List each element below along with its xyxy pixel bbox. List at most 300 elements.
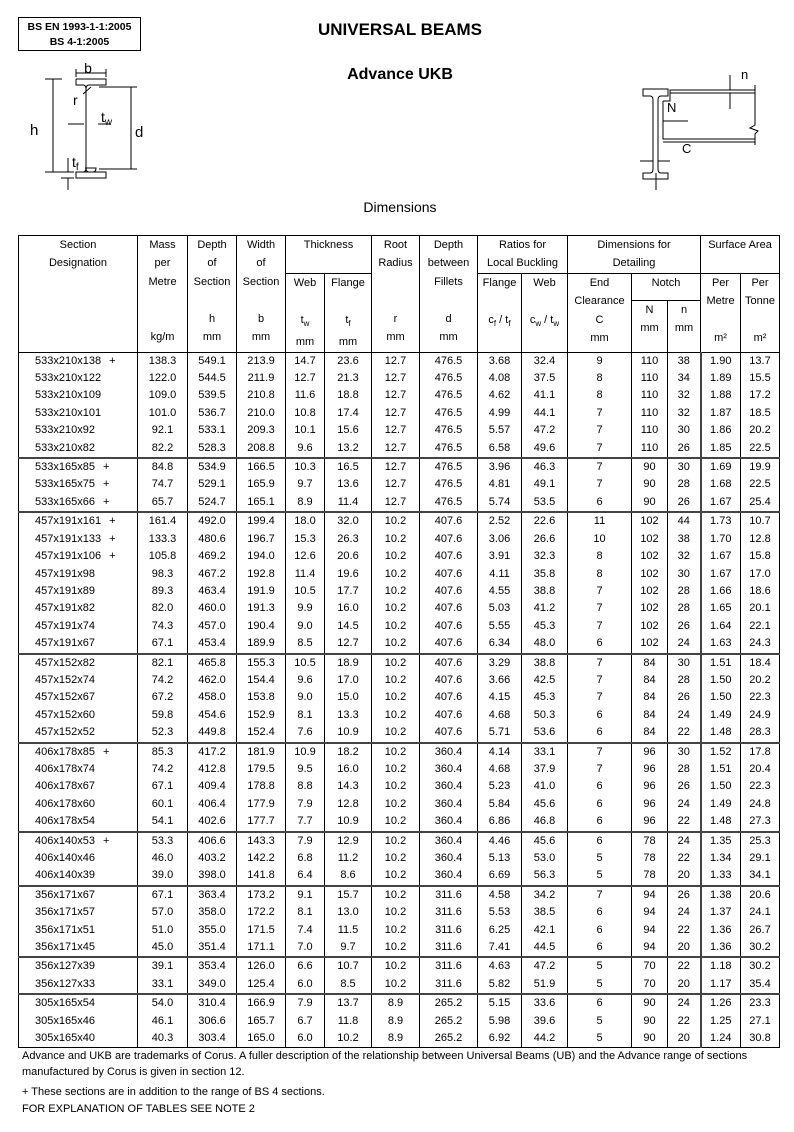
table-row [19,422,780,439]
cell-mass: 67.1 [138,635,188,653]
cell-depth-d: 407.6 [420,672,478,689]
cell-notch-n: 24 [668,796,701,813]
cell-end-clearance-C: 7 [568,422,632,439]
cell-notch-n: 26 [668,440,701,458]
header-notch-N: N mm [632,300,668,352]
cell-web-tw: 10.1 [286,422,325,439]
cell-web-tw: 10.3 [286,458,325,476]
cell-notch-n: 24 [668,904,701,921]
cell-area-per-tonne: 20.1 [741,600,780,617]
cell-area-per-tonne: 34.1 [741,867,780,885]
cell-notch-N: 102 [632,548,668,565]
cell-mass: 92.1 [138,422,188,439]
cell-ratio-flange: 4.68 [478,761,522,778]
cell-notch-n: 20 [668,939,701,957]
cell-notch-N: 96 [632,761,668,778]
table-row [19,761,780,778]
cell-depth-h: 528.3 [188,440,237,458]
table-row [19,672,780,689]
cell-area-per-metre: 1.48 [701,813,741,831]
dim-h-label: h [30,122,39,139]
cell-ratio-web: 38.8 [522,654,568,672]
table-row [19,566,780,583]
header-web-thickness: Web $t_w$ mm [286,273,325,352]
cell-notch-N: 110 [632,440,668,458]
cell-width-b: 189.9 [237,635,286,653]
plus-marker: + [109,354,116,367]
cell-mass: 85.3 [138,743,188,761]
designation-text: 356x171x67 [35,888,95,901]
cell-width-b: 165.7 [237,1013,286,1030]
cell-notch-N: 84 [632,654,668,672]
table-row [19,957,780,975]
cell-area-per-tonne: 19.9 [741,458,780,476]
cell-width-b: 179.5 [237,761,286,778]
cell-end-clearance-C: 7 [568,600,632,617]
cell-root-r: 10.2 [372,813,420,831]
cell-designation [19,531,138,548]
cell-ratio-web: 33.6 [522,994,568,1012]
standard-line-1: BS EN 1993-1-1:2005 [27,21,132,33]
table-row [19,976,780,994]
cell-mass: 101.0 [138,405,188,422]
cell-width-b: 126.0 [237,957,286,975]
designation-text: 533x210x109 [35,389,102,402]
cell-ratio-flange: 3.66 [478,672,522,689]
cell-web-tw: 14.7 [286,352,325,370]
cell-notch-N: 96 [632,778,668,795]
cell-web-tw: 18.0 [286,512,325,530]
cell-mass: 89.3 [138,583,188,600]
cell-depth-h: 403.2 [188,850,237,867]
cell-ratio-web: 49.6 [522,440,568,458]
cell-mass: 122.0 [138,370,188,387]
cell-area-per-tonne: 25.3 [741,832,780,850]
cell-notch-n: 28 [668,583,701,600]
table-row [19,405,780,422]
header-ratio-web: Web $c_w / t_w$ [522,273,568,352]
cell-area-per-tonne: 28.3 [741,724,780,742]
table-row [19,707,780,724]
cell-mass: 82.2 [138,440,188,458]
cell-notch-N: 102 [632,618,668,635]
cell-depth-d: 476.5 [420,422,478,439]
table-row [19,922,780,939]
cell-depth-d: 265.2 [420,1013,478,1030]
cell-depth-d: 476.5 [420,370,478,387]
cell-width-b: 125.4 [237,976,286,994]
cell-area-per-tonne: 20.2 [741,422,780,439]
cell-root-r: 10.2 [372,867,420,885]
cell-mass: 74.2 [138,761,188,778]
cell-ratio-flange: 6.25 [478,922,522,939]
cell-area-per-tonne: 22.1 [741,618,780,635]
cell-notch-N: 102 [632,512,668,530]
cell-width-b: 177.7 [237,813,286,831]
cell-web-tw: 9.1 [286,886,325,904]
cell-end-clearance-C: 6 [568,778,632,795]
cell-ratio-flange: 5.84 [478,796,522,813]
cell-end-clearance-C: 8 [568,566,632,583]
designation-text: 356x171x57 [35,906,95,919]
designation-text: 356x171x45 [35,941,95,954]
cell-root-r: 12.7 [372,370,420,387]
cell-notch-N: 84 [632,689,668,706]
cell-depth-d: 476.5 [420,476,478,493]
cell-width-b: 165.1 [237,494,286,512]
cell-ratio-web: 47.2 [522,422,568,439]
cell-root-r: 10.2 [372,761,420,778]
cell-end-clearance-C: 7 [568,440,632,458]
cell-flange-tf: 17.7 [325,583,372,600]
cell-designation [19,850,138,867]
cell-width-b: 199.4 [237,512,286,530]
cell-ratio-flange: 5.71 [478,724,522,742]
cell-root-r: 8.9 [372,1030,420,1048]
cell-notch-n: 32 [668,387,701,404]
cell-ratio-web: 45.3 [522,689,568,706]
cell-notch-n: 30 [668,458,701,476]
cell-area-per-tonne: 17.2 [741,387,780,404]
cell-depth-h: 454.6 [188,707,237,724]
cell-depth-d: 407.6 [420,724,478,742]
cell-area-per-metre: 1.51 [701,761,741,778]
cell-mass: 54.0 [138,994,188,1012]
cell-width-b: 194.0 [237,548,286,565]
cell-area-per-tonne: 18.6 [741,583,780,600]
cell-ratio-web: 45.3 [522,618,568,635]
cell-depth-d: 407.6 [420,635,478,653]
cell-notch-N: 84 [632,724,668,742]
cell-mass: 67.1 [138,778,188,795]
cell-designation [19,440,138,458]
cell-end-clearance-C: 6 [568,904,632,921]
cell-web-tw: 7.0 [286,939,325,957]
cell-area-per-metre: 1.24 [701,1030,741,1048]
cell-area-per-metre: 1.69 [701,458,741,476]
cell-ratio-web: 47.2 [522,957,568,975]
cell-area-per-metre: 1.49 [701,707,741,724]
cell-width-b: 154.4 [237,672,286,689]
cell-mass: 82.0 [138,600,188,617]
designation-text: 457x152x60 [35,708,95,721]
cell-flange-tf: 32.0 [325,512,372,530]
cell-web-tw: 6.0 [286,976,325,994]
cell-depth-d: 311.6 [420,939,478,957]
cell-designation [19,512,138,530]
cell-depth-d: 407.6 [420,566,478,583]
cell-ratio-flange: 4.99 [478,405,522,422]
cell-web-tw: 7.6 [286,724,325,742]
cell-notch-n: 22 [668,922,701,939]
cell-web-tw: 6.4 [286,867,325,885]
cell-width-b: 190.4 [237,618,286,635]
cell-width-b: 141.8 [237,867,286,885]
header-mass: Mass per Metre kg/m [138,236,188,353]
cell-depth-d: 360.4 [420,796,478,813]
cell-end-clearance-C: 5 [568,1013,632,1030]
cell-notch-n: 32 [668,405,701,422]
cell-web-tw: 6.8 [286,850,325,867]
cell-width-b: 181.9 [237,743,286,761]
cell-width-b: 209.3 [237,422,286,439]
cell-flange-tf: 17.4 [325,405,372,422]
cell-flange-tf: 10.2 [325,1030,372,1048]
cell-ratio-web: 32.3 [522,548,568,565]
cell-area-per-metre: 1.49 [701,796,741,813]
cell-notch-N: 90 [632,476,668,493]
cell-depth-h: 363.4 [188,886,237,904]
cell-depth-h: 524.7 [188,494,237,512]
table-row [19,635,780,653]
cell-mass: 51.0 [138,922,188,939]
cell-width-b: 210.8 [237,387,286,404]
cell-notch-N: 110 [632,405,668,422]
cell-designation [19,922,138,939]
designation-text: 406x140x53 [35,834,95,847]
cell-root-r: 12.7 [372,422,420,439]
cell-notch-n: 26 [668,618,701,635]
cell-notch-N: 78 [632,832,668,850]
cell-root-r: 12.7 [372,440,420,458]
table-row [19,724,780,742]
cell-ratio-web: 26.6 [522,531,568,548]
cell-designation [19,494,138,512]
cell-ratio-web: 37.5 [522,370,568,387]
cell-web-tw: 6.6 [286,957,325,975]
cell-width-b: 211.9 [237,370,286,387]
cell-web-tw: 10.9 [286,743,325,761]
cell-area-per-metre: 1.50 [701,689,741,706]
cell-area-per-metre: 1.68 [701,476,741,493]
cell-end-clearance-C: 6 [568,813,632,831]
cell-notch-N: 94 [632,922,668,939]
cell-depth-h: 353.4 [188,957,237,975]
notch-detail-diagram [630,65,780,190]
notch-N-label: N [667,100,677,115]
table-row [19,494,780,512]
cell-notch-n: 22 [668,850,701,867]
table-row [19,813,780,831]
cell-notch-N: 78 [632,850,668,867]
cell-depth-d: 360.4 [420,778,478,795]
designation-text: 305x165x40 [35,1032,95,1045]
header-ratio-flange: Flange $c_f / t_f$ [478,273,522,352]
table-header [19,236,780,353]
cell-area-per-metre: 1.48 [701,724,741,742]
designation-text: 406x178x85 [35,745,95,758]
cell-mass: 67.2 [138,689,188,706]
cell-depth-d: 407.6 [420,618,478,635]
cell-web-tw: 12.7 [286,370,325,387]
cell-web-tw: 9.0 [286,618,325,635]
dimensions-table [18,235,780,1048]
plus-marker: + [109,515,116,528]
cell-root-r: 10.2 [372,512,420,530]
header-flange-thickness: Flange $t_f$ mm [325,273,372,352]
cell-ratio-web: 38.8 [522,583,568,600]
cell-area-per-tonne: 24.9 [741,707,780,724]
cell-root-r: 10.2 [372,566,420,583]
cell-depth-h: 457.0 [188,618,237,635]
cell-area-per-metre: 1.88 [701,387,741,404]
cell-flange-tf: 18.9 [325,654,372,672]
cell-notch-N: 96 [632,796,668,813]
cell-area-per-metre: 1.17 [701,976,741,994]
cell-web-tw: 9.6 [286,440,325,458]
cell-area-per-tonne: 18.5 [741,405,780,422]
cell-area-per-metre: 1.63 [701,635,741,653]
header-surface-area: Surface Area [701,236,780,274]
cell-depth-d: 311.6 [420,904,478,921]
cell-root-r: 10.2 [372,689,420,706]
cell-designation [19,566,138,583]
cell-width-b: 142.2 [237,850,286,867]
cell-designation [19,724,138,742]
cell-root-r: 12.7 [372,476,420,493]
cell-area-per-metre: 1.64 [701,618,741,635]
cell-depth-d: 265.2 [420,994,478,1012]
trademark-note: Advance and UKB are trademarks of Corus. A fuller description of the relationship between Universal Beams (UB) and the Advance range of sections manufactured by Corus is given in section 12. [22,1050,748,1078]
cell-ratio-web: 45.6 [522,832,568,850]
cell-depth-h: 306.6 [188,1013,237,1030]
cell-flange-tf: 15.7 [325,886,372,904]
cell-end-clearance-C: 6 [568,635,632,653]
designation-text: 305x165x54 [35,997,95,1010]
cell-mass: 109.0 [138,387,188,404]
cell-web-tw: 8.1 [286,707,325,724]
cell-notch-n: 24 [668,832,701,850]
cell-mass: 52.3 [138,724,188,742]
cell-ratio-flange: 5.13 [478,850,522,867]
cell-end-clearance-C: 5 [568,1030,632,1048]
designation-text: 457x191x133 [35,532,102,545]
cell-ratio-flange: 4.58 [478,886,522,904]
cell-mass: 74.7 [138,476,188,493]
cell-end-clearance-C: 5 [568,976,632,994]
cell-depth-h: 458.0 [188,689,237,706]
designation-text: 356x171x51 [35,923,95,936]
cell-depth-d: 265.2 [420,1030,478,1048]
cell-depth-d: 407.6 [420,548,478,565]
cell-root-r: 10.2 [372,583,420,600]
cell-ratio-flange: 4.15 [478,689,522,706]
table-row [19,689,780,706]
cell-area-per-tonne: 22.5 [741,440,780,458]
cell-depth-h: 549.1 [188,352,237,370]
cell-ratio-flange: 6.69 [478,867,522,885]
cell-web-tw: 9.6 [286,672,325,689]
designation-text: 457x152x82 [35,656,95,669]
cell-mass: 74.3 [138,618,188,635]
cell-mass: 82.1 [138,654,188,672]
cell-designation [19,548,138,565]
cell-ratio-flange: 5.53 [478,904,522,921]
cell-ratio-web: 41.2 [522,600,568,617]
cell-flange-tf: 13.7 [325,994,372,1012]
cell-web-tw: 8.9 [286,494,325,512]
cell-depth-h: 406.6 [188,832,237,850]
cell-web-tw: 7.9 [286,832,325,850]
cell-end-clearance-C: 8 [568,548,632,565]
table-row [19,512,780,530]
cell-ratio-flange: 5.55 [478,618,522,635]
cell-designation [19,405,138,422]
cell-flange-tf: 13.2 [325,440,372,458]
cell-notch-n: 24 [668,707,701,724]
cell-root-r: 10.2 [372,976,420,994]
cell-depth-h: 417.2 [188,743,237,761]
cell-area-per-tonne: 15.8 [741,548,780,565]
cell-mass: 40.3 [138,1030,188,1048]
cell-notch-n: 26 [668,494,701,512]
cell-notch-n: 22 [668,813,701,831]
cell-width-b: 191.9 [237,583,286,600]
cell-web-tw: 7.9 [286,796,325,813]
cell-ratio-web: 53.6 [522,724,568,742]
cell-designation [19,976,138,994]
cell-root-r: 10.2 [372,939,420,957]
cell-depth-d: 476.5 [420,387,478,404]
designation-text: 533x165x85 [35,461,95,474]
cell-area-per-metre: 1.50 [701,672,741,689]
cell-web-tw: 7.7 [286,813,325,831]
cell-ratio-flange: 4.46 [478,832,522,850]
cell-width-b: 191.3 [237,600,286,617]
cell-designation [19,743,138,761]
cell-web-tw: 8.5 [286,635,325,653]
cell-designation [19,422,138,439]
cell-ratio-flange: 6.58 [478,440,522,458]
cell-ratio-web: 34.2 [522,886,568,904]
cell-root-r: 8.9 [372,1013,420,1030]
cell-notch-N: 96 [632,813,668,831]
cell-notch-N: 110 [632,387,668,404]
cell-area-per-metre: 1.66 [701,583,741,600]
cell-flange-tf: 11.4 [325,494,372,512]
table-row [19,796,780,813]
cell-mass: 98.3 [138,566,188,583]
designation-text: 533x165x75 [35,478,95,491]
beam-section-diagram [25,60,165,200]
cell-mass: 33.1 [138,976,188,994]
cell-notch-n: 22 [668,1013,701,1030]
cell-web-tw: 6.7 [286,1013,325,1030]
cell-depth-d: 476.5 [420,440,478,458]
standard-line-2: BS 4-1:2005 [49,36,110,48]
cell-ratio-web: 38.5 [522,904,568,921]
cell-area-per-metre: 1.34 [701,850,741,867]
cell-ratio-flange: 5.74 [478,494,522,512]
cell-flange-tf: 17.0 [325,672,372,689]
cell-area-per-metre: 1.25 [701,1013,741,1030]
cell-notch-N: 102 [632,583,668,600]
designation-text: 457x191x161 [35,515,102,528]
cell-area-per-metre: 1.35 [701,832,741,850]
designation-text: 457x191x106 [35,550,102,563]
cell-ratio-flange: 5.03 [478,600,522,617]
cell-ratio-flange: 4.08 [478,370,522,387]
cell-mass: 84.8 [138,458,188,476]
cell-area-per-tonne: 22.3 [741,689,780,706]
cell-area-per-tonne: 30.2 [741,957,780,975]
cell-flange-tf: 16.5 [325,458,372,476]
cell-depth-d: 311.6 [420,957,478,975]
cell-flange-tf: 9.7 [325,939,372,957]
cell-mass: 45.0 [138,939,188,957]
cell-mass: 57.0 [138,904,188,921]
cell-area-per-metre: 1.67 [701,566,741,583]
